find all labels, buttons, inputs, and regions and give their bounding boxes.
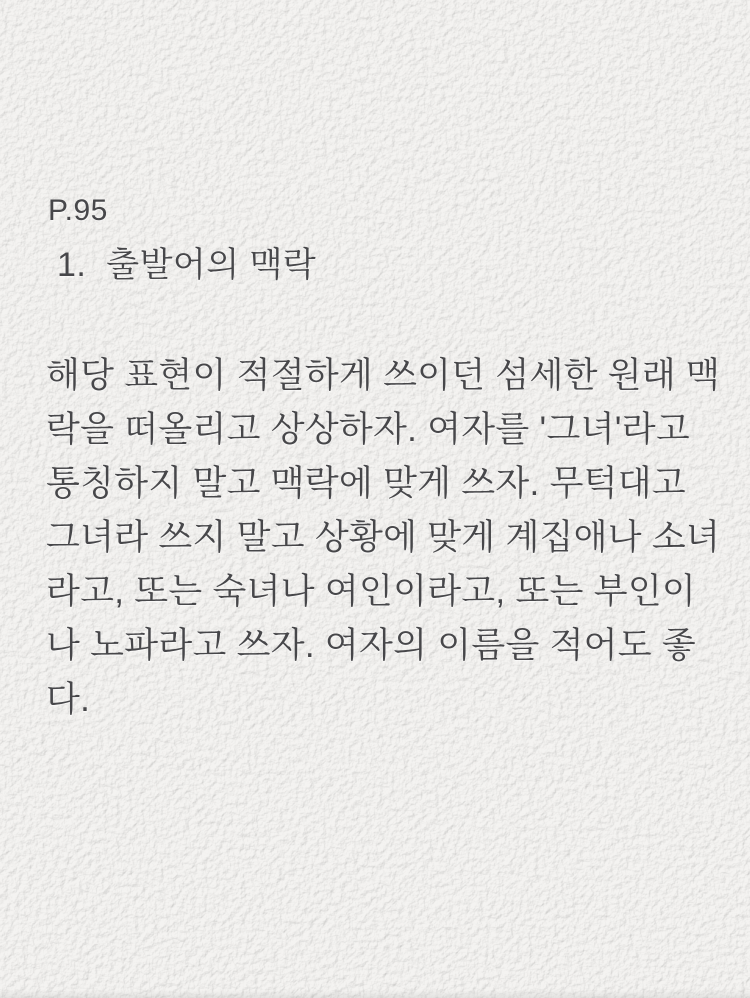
body-line: 해당 표현이 적절하게 쓰이던 섬세한 원래 맥 bbox=[46, 356, 721, 395]
page-reference: P.95 bbox=[48, 194, 108, 227]
body-line: 다. bbox=[46, 680, 91, 719]
body-line: 그녀라 쓰지 말고 상황에 맞게 계집애나 소녀 bbox=[46, 518, 721, 557]
section-heading: 1. 출발어의 맥락 bbox=[57, 246, 317, 284]
page-bottom-shadow bbox=[0, 990, 750, 998]
body-paragraph bbox=[46, 349, 721, 727]
body-line: 통칭하지 말고 맥락에 맞게 쓰자. 무턱대고 bbox=[46, 464, 687, 503]
body-line: 락을 떠올리고 상상하자. 여자를 '그녀'라고 bbox=[46, 410, 690, 449]
body-line: 라고, 또는 숙녀나 여인이라고, 또는 부인이 bbox=[46, 572, 697, 611]
body-line: 나 노파라고 쓰자. 여자의 이름을 적어도 좋 bbox=[46, 626, 697, 665]
